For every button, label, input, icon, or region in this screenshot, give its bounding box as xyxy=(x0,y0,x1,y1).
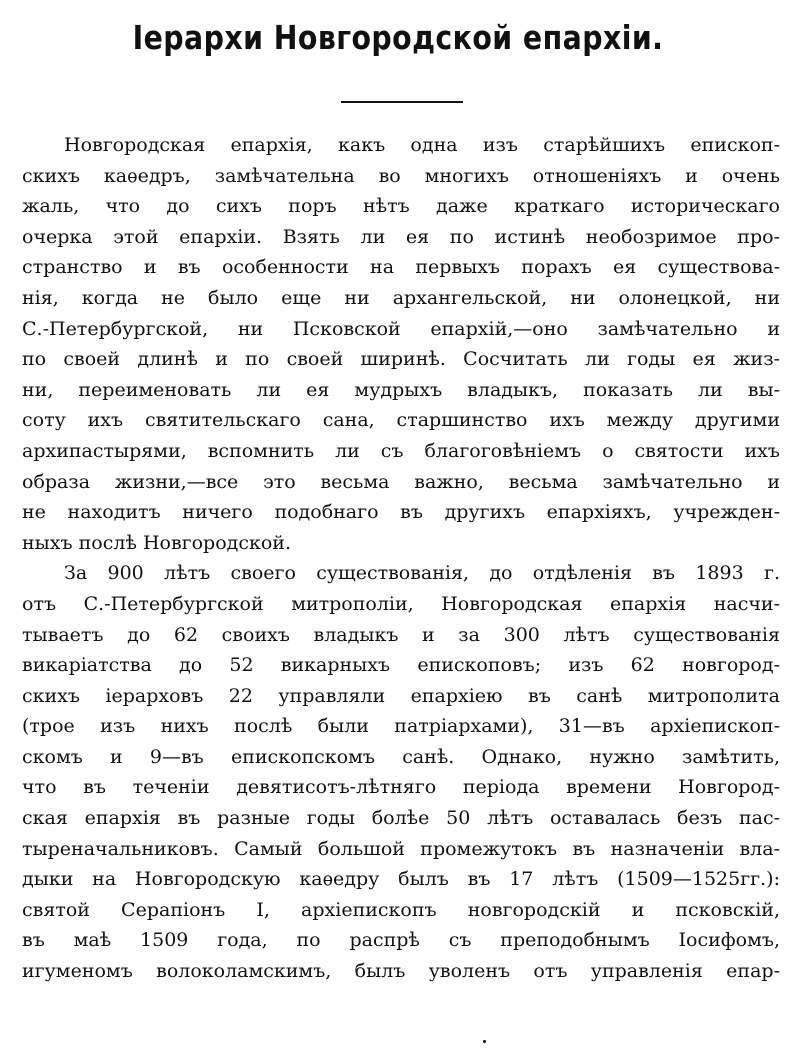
text-line: соту ихъ святительскаго сана, старшинство ихъ между другими xyxy=(22,409,780,432)
text-line: С.-Петербургской, ни Псковской епархій,—оно замѣчательно и xyxy=(22,317,780,340)
text-line: За 900 лѣтъ своего существованія, до отдѣленія въ 1893 г. xyxy=(64,562,780,585)
text-line: тыреначальниковъ. Самый большой промежутокъ въ назначеніи вла- xyxy=(22,837,780,860)
text-line: странство и въ особенности на первыхъ порахъ ея существова- xyxy=(22,256,780,279)
text-line: святой Серапіонъ I, архіепископъ новгородскій и псковскій, xyxy=(22,898,780,921)
text-line: ни, переименовать ли ея мудрыхъ владыкъ, показать ли вы- xyxy=(22,378,780,401)
text-line: скомъ и 9—въ епископскомъ санѣ. Однако, нужно замѣтить, xyxy=(22,745,780,768)
text-line: ныхъ послѣ Новгородской. xyxy=(22,531,291,554)
text-line: жаль, что до сихъ поръ нѣтъ даже краткаго историческаго xyxy=(22,195,780,218)
text-line: въ маѣ 1509 года, по распрѣ съ преподобнымъ Іосифомъ, xyxy=(22,929,780,952)
text-line: скихъ каѳедръ, замѣчательна во многихъ отношеніяхъ и очень xyxy=(22,164,780,187)
text-line: отъ С.-Петербургской митрополіи, Новгородская епархія насчи- xyxy=(22,592,780,615)
paragraph xyxy=(22,558,780,986)
text-line: тываетъ до 62 своихъ владыкъ и за 300 лѣтъ существованія xyxy=(22,623,780,646)
text-line: ская епархія въ разные годы болѣе 50 лѣтъ оставалась безъ пас- xyxy=(22,807,780,830)
text-line: архипастырями, вспомнить ли съ благоговѣніемъ о святости ихъ xyxy=(22,439,780,462)
page-mark xyxy=(483,1040,486,1043)
page-title: Іерархи Новгородской епархіи. xyxy=(132,18,664,57)
title-rule xyxy=(341,101,463,103)
text-line: викаріатства до 52 викарныхъ епископовъ; изъ 62 новгород- xyxy=(22,654,780,677)
text-line: очерка этой епархіи. Взять ли ея по истинѣ необозримое про- xyxy=(22,225,780,248)
text-line: образа жизни,—все это весьма важно, весьма замѣчательно и xyxy=(22,470,780,493)
body-text xyxy=(22,130,780,987)
text-line: что въ теченіи девятисотъ-лѣтняго періода времени Новгород- xyxy=(22,776,780,799)
text-line: нія, когда не было еще ни архангельской, ни олонецкой, ни xyxy=(22,286,780,309)
text-line: скихъ іерарховъ 22 управляли епархіею въ санѣ митрополита xyxy=(22,684,780,707)
text-line: не находитъ ничего подобнаго въ другихъ епархіяхъ, учрежден- xyxy=(22,501,780,524)
text-line: (трое изъ нихъ послѣ были патріархами), 31—въ архіепископ- xyxy=(22,715,780,738)
text-line: дыки на Новгородскую каѳедру былъ въ 17 лѣтъ (1509—1525гг.): xyxy=(22,868,780,891)
text-line: по своей длинѣ и по своей ширинѣ. Сосчитать ли годы ея жиз- xyxy=(22,348,780,371)
text-line: игуменомъ волоколамскимъ, былъ уволенъ отъ управленія епар- xyxy=(22,960,780,983)
text-line: Новгородская епархія, какъ одна изъ старѣйшихъ епископ- xyxy=(64,134,780,156)
paragraph xyxy=(22,130,780,558)
